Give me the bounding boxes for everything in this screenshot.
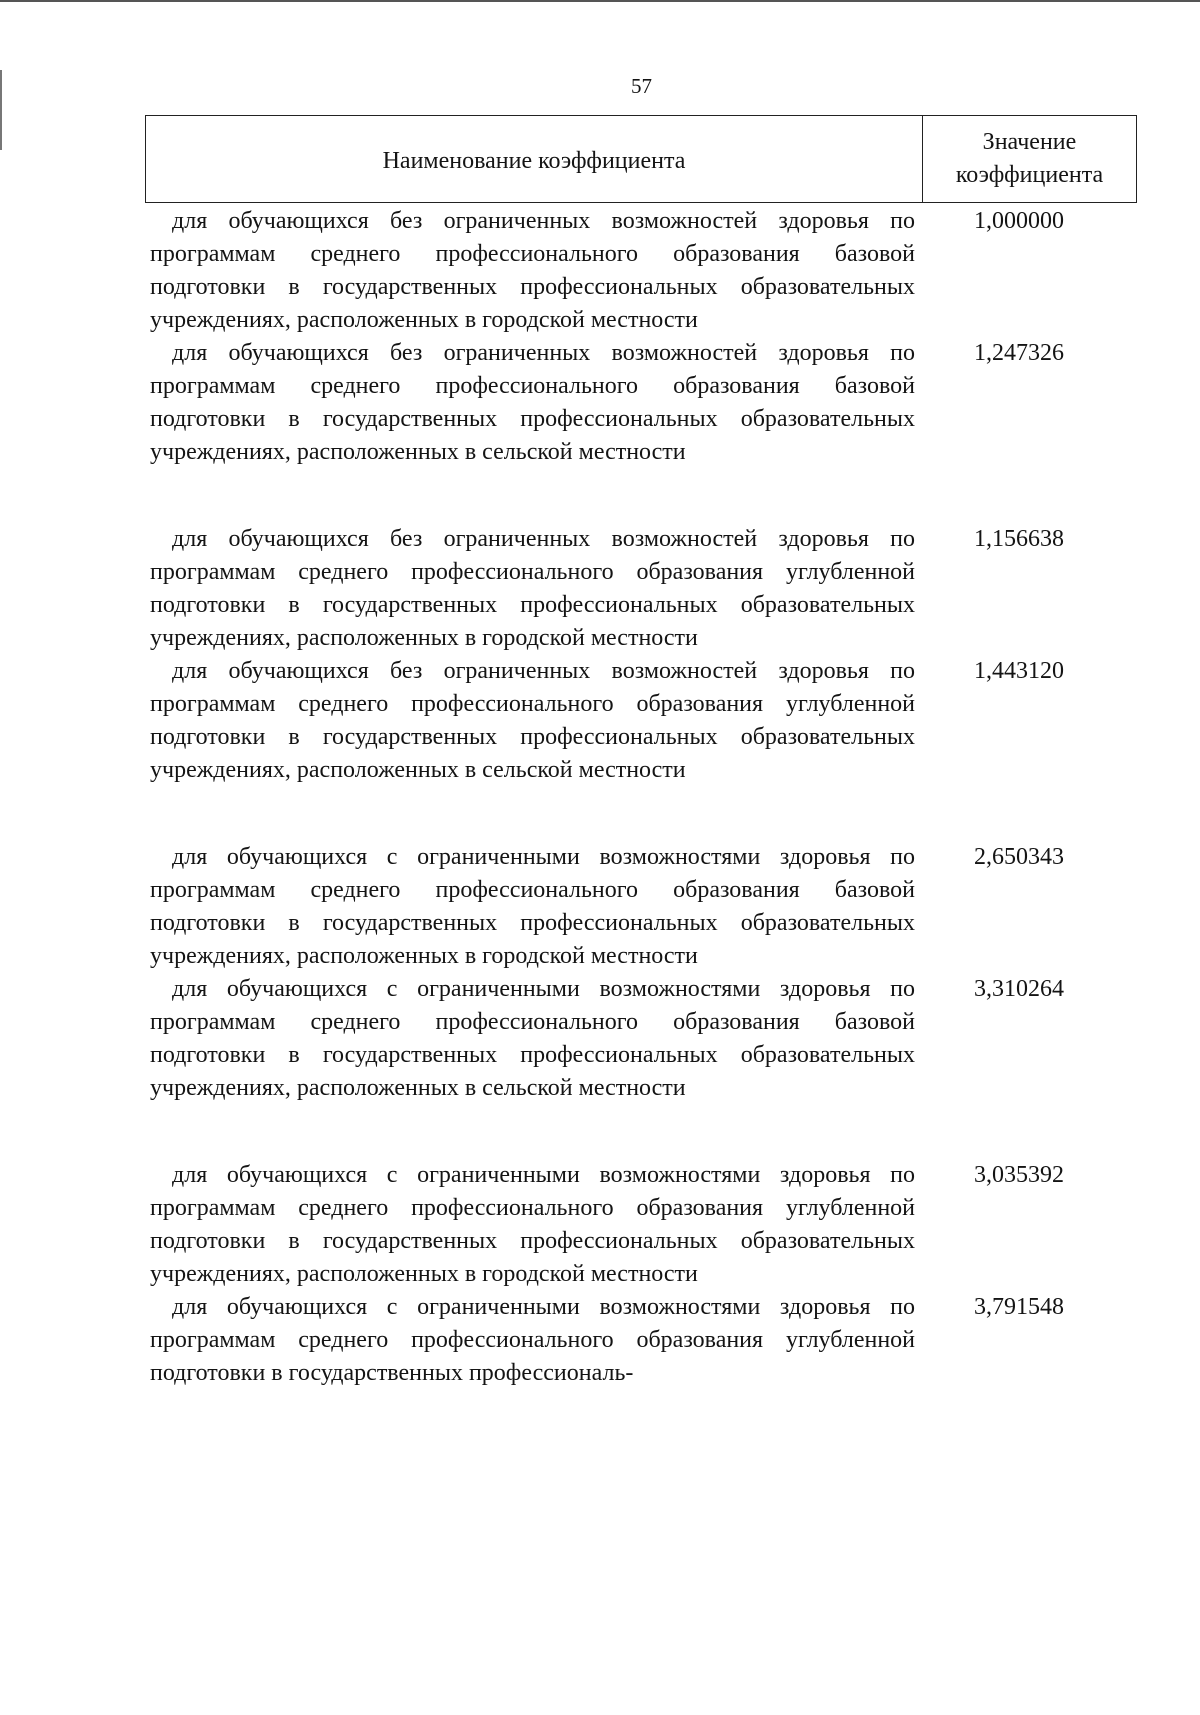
table-row	[150, 973, 1140, 1105]
page-number: 57	[631, 74, 652, 98]
table-row	[150, 841, 1140, 973]
row-value: 1,443120	[974, 658, 1064, 684]
row-description: для обучающихся с ограниченными возможностями здоровья по программам среднего профессионального образования углубленной подготовки в государственных профессиональных образовательных учреждениях, расположенных в городской местности	[150, 1162, 915, 1287]
row-description: для обучающихся с ограниченными возможностями здоровья по программам среднего профессионального образования базовой подготовки в государственных профессиональных образовательных учреждениях, расположенных в городской местности	[150, 844, 915, 969]
row-description: для обучающихся без ограниченных возможностей здоровья по программам среднего профессионального образования базовой подготовки в государственных профессиональных образовательных учреждениях, расположенных в городской местности	[150, 208, 915, 333]
coefficient-table-body	[150, 205, 1140, 1390]
table-header	[145, 115, 1137, 203]
table-row	[150, 1159, 1140, 1291]
table-row	[150, 523, 1140, 655]
row-gap	[150, 469, 1140, 523]
row-value: 1,156638	[974, 526, 1064, 552]
scan-border	[0, 0, 1200, 2]
row-description: для обучающихся с ограниченными возможностями здоровья по программам среднего профессионального образования базовой подготовки в государственных профессиональных образовательных учреждениях, расположенных в сельской местности	[150, 976, 915, 1101]
table-row	[150, 205, 1140, 337]
row-value: 3,035392	[974, 1162, 1064, 1188]
row-description: для обучающихся с ограниченными возможностями здоровья по программам среднего профессионального образования углубленной подготовки в государственных профессиональ-	[150, 1294, 915, 1386]
header-coefficient-name: Наименование коэффициента	[146, 116, 923, 202]
table-row	[150, 655, 1140, 787]
row-description: для обучающихся без ограниченных возможностей здоровья по программам среднего профессионального образования углубленной подготовки в государственных профессиональных образовательных учреждениях, расположенных в городской местности	[150, 526, 915, 651]
row-value: 3,310264	[974, 976, 1064, 1002]
row-value: 3,791548	[974, 1294, 1064, 1320]
table-row	[150, 1291, 1140, 1390]
row-value: 1,000000	[974, 208, 1064, 234]
row-value: 2,650343	[974, 844, 1064, 870]
table-row	[150, 337, 1140, 469]
row-description: для обучающихся без ограниченных возможностей здоровья по программам среднего профессионального образования базовой подготовки в государственных профессиональных образовательных учреждениях, расположенных в сельской местности	[150, 340, 915, 465]
header-coefficient-value: Значение коэффициента	[955, 129, 1104, 188]
row-value: 1,247326	[974, 340, 1064, 366]
row-description: для обучающихся без ограниченных возможностей здоровья по программам среднего профессионального образования углубленной подготовки в государственных профессиональных образовательных учреждениях, расположенных в сельской местности	[150, 658, 915, 783]
row-gap	[150, 787, 1140, 841]
row-gap	[150, 1105, 1140, 1159]
